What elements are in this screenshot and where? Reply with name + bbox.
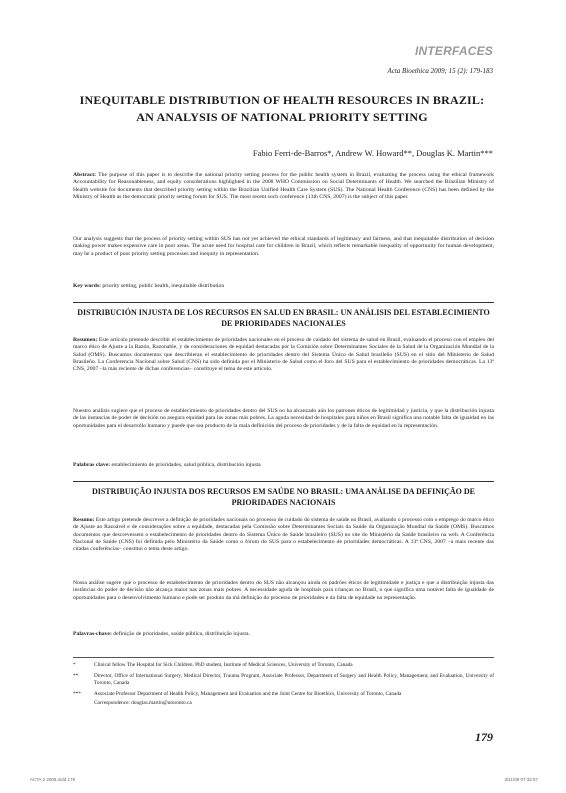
portuguese-heading: DISTRIBUIÇÃO INJUSTA DOS RECURSOS EM SAÚDE NO BRASIL: UMA ANÁLISE DA DEFINIÇÃO DE PRIORIDADES NACIONAIS [91, 487, 476, 507]
keywords-label: Palabras clave: [73, 462, 111, 468]
spanish-heading: DISTRIBUCIÓN INJUSTA DE LOS RECURSOS EN SALUD EN BRASIL: UN ANÁLISIS DEL ESTABLECIMIENTO DE PRIORIDADES NACIONALES [77, 308, 490, 328]
footnote-text: Director, Office of International Surgery, Medical Director, Trauma Program, Associate Professor, Department of Surgery and Health Policy, Management, and Evaluation, University of Toronto, Canada [94, 673, 494, 686]
abstract-text: Este artigo pretende descrever a definição de prioridades nacionais no processo de cuidado do sistema de saúde no Brasil, avaliando o processo com o emprego do marco ético de Ajuste ao Razoável e de considerações sobre a equidade, destacadas pela Comissão sobre Determinantes Sociais da Saúde da Organização Mundial da Saúde (OMS). Buscamos documentos que descrevessem o estabelecimento de prioridades dentro do Sistema Único de Saúde brasileiro (SUS) no site do Ministério da Saúde brasileiro na web. A Conferência Nacional de Saúde (CNS) foi definida pelo Ministério da Saúde como o fórum do SUS para o estabelecimento de prioridades democráticas. A 13ª CNS, 2007 –a mais recente das citadas conferências– constitui o tema deste artigo. [73, 517, 494, 553]
print-slug-left: ACTA 2 2009.indd 179 [30, 777, 75, 782]
spanish-abstract [73, 337, 494, 373]
footnote-text: Correspondence: douglas.martin@utoronto.ca [94, 700, 192, 706]
abstract-text: The purpose of this paper is to describe the national priority setting process for the public health system in Brazil, evaluating the process using the ethical framework Accountability for Reasonableness, and equity considerations highlighted in the 2008 WHO Commission on Social Determinants of Health. We searched the Brazilian Ministry of Health website for documents that described priority setting within the Brazilian Unified Health Care System (SUS). The National Health Conference (CNS) has been defined by the Ministry of Health as the democratic priority setting forum for SUS. The most recent such conference (13th CNS, 2007) is the subject of this paper. [73, 172, 494, 200]
footnote-marker: * [73, 662, 76, 668]
footnote [73, 662, 494, 670]
keywords-text: priority setting, public health, inequitable distribution [102, 283, 225, 289]
print-slug-right: 3/11/09 07:32:57 [504, 777, 538, 782]
english-abstract [73, 172, 494, 201]
section-divider [73, 302, 494, 303]
article-title: INEQUITABLE DISTRIBUTION OF HEALTH RESOURCES IN BRAZIL: AN ANALYSIS OF NATIONAL PRIORITY SETTING [79, 93, 485, 124]
spanish-keywords [73, 462, 494, 469]
footnote-text: Associate Professor Department of Health Policy, Management and Evaluation and the Joint Centre for Bioethics, University of Toronto, Canada [94, 691, 402, 697]
keywords-text: establecimiento de prioridades, salud pública, distribución injusta [111, 462, 261, 468]
english-abstract-continued [73, 236, 494, 258]
footnote [73, 691, 494, 699]
footnote-divider [73, 657, 494, 658]
portuguese-keywords [73, 631, 494, 638]
section-label: INTERFACES [414, 44, 493, 58]
abstract-text: Este artículo pretende describir el establecimiento de prioridades nacionales en el proceso de cuidado del sistema de salud en Brasil, evaluando el proceso con el empleo del marco ético de Ajuste a la Razón, Razonable, y de consideraciones de equidad destacadas por la Comisión sobre Determinantes Sociales de la Salud de la Organización Mundial de la Salud (OMS). Buscamos documentos que describieran el establecimiento de prioridades dentro del Sistema Único de Salud brasileño (SUS) en el sitio del Ministerio de Salud Brasileño. La Conferencia Nacional sobre Salud (CNS) ha sido definida por el Ministerio de Salud como el foro del SUS para el establecimiento de prioridades democráticas. La 13ª CNS, 2007 –la más reciente de dichas conferencias– constituye el tema de este artículo. [73, 337, 495, 373]
keywords-text: definição de prioridades, saúde pública, distribuição injusta. [113, 631, 250, 637]
keywords-label: Palavras-chave: [73, 631, 112, 637]
abstract-label: Resumo: [73, 517, 95, 523]
abstract-text: Nuestro análisis sugiere que el proceso de establecimiento de prioridades dentro del SUS no ha alcanzado aún los patrones éticos de legitimidad y justicia, y que la distribución injusta de las instancias de poder de decisión no asegura equidad para las zonas más pobres. La aguda necesidad de hospitales para niños en Brasil significa una notable falta de igualdad en las oportunidades para el desarrollo humano y puede que sea producto de la mala definición del proceso de prioridades y de la falta de equidad en la representación. [73, 408, 494, 429]
portuguese-abstract [73, 517, 494, 553]
footnote-marker: *** [73, 691, 81, 697]
page-number: 179 [475, 730, 493, 744]
article-authors: Fabio Ferri-de-Barros*, Andrew W. Howard**, Douglas K. Martin*** [252, 148, 493, 158]
keywords-label: Key words: [73, 283, 101, 289]
footnote-marker: ** [73, 673, 79, 679]
abstract-label: Resumen: [73, 337, 98, 343]
spanish-abstract-continued [73, 408, 494, 430]
footnote [73, 700, 494, 708]
abstract-text: Our analysis suggests that the process of priority setting within SUS has not yet achieved the ethical standards of legitimacy and fairness, and that inequitable distribution of decision making power makes expensive care in poor areas. The acute need for hospital care for children in Brazil, which reflects remarkable inequality of opportunity for human development, may be a product of poor priority setting processes and inequity in representation. [73, 236, 494, 257]
abstract-label: Abstract: [73, 172, 97, 178]
english-keywords [73, 283, 494, 290]
journal-citation: Acta Bioethica 2009; 15 (2): 179-183 [387, 67, 493, 75]
footnote [73, 673, 494, 688]
section-divider [73, 481, 494, 482]
abstract-text: Nossa análise sugere que o processo de estabelecimento de prioridades dentro do SUS não alcançou ainda os padrões éticos de legitimidade e justiça e que a distribuição injusta das instâncias do poder de decisão não alcança maior nas zonas mais pobres. A necessidade aguda de hospitais para crianças no Brasil, o que significa uma notável falta de igualdade de oportunidades para o desenvolvimento humano e pode ser produto da má definição do processo de prioridades e da falta de equidade na representação. [73, 580, 494, 601]
footnote-text: Clinical fellow The Hospital for Sick Children. PhD student, Institute of Medical Sciences, University of Toronto, Canada [94, 662, 353, 668]
portuguese-abstract-continued [73, 580, 494, 602]
